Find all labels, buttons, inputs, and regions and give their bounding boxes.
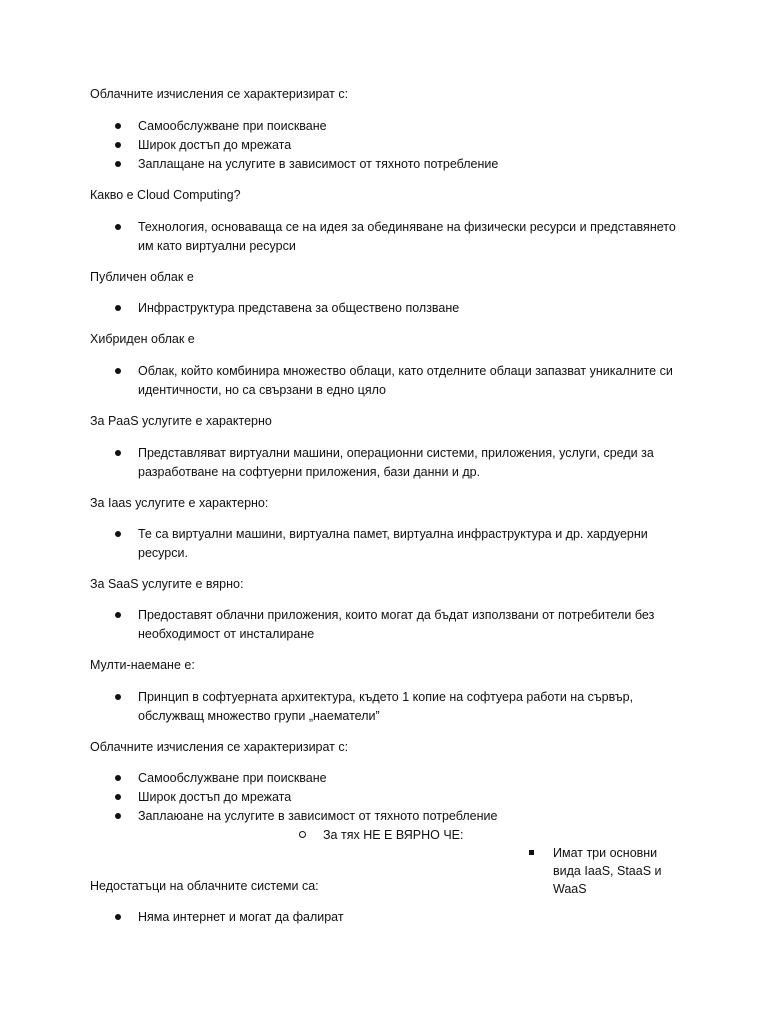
section-heading: За PaaS услугите е характерно bbox=[90, 414, 272, 428]
bullet-list bbox=[0, 299, 768, 318]
list-item: Принцип в софтуерната архитектура, където 1 копие на софтуера работи на сървър, обслужващ множество групи „наематели” bbox=[0, 688, 688, 726]
bullet-icon bbox=[115, 142, 121, 148]
list-item: Няма интернет и могат да фалират bbox=[0, 908, 688, 927]
bullet-list bbox=[0, 688, 768, 726]
list-item: Широк достъп до мрежата bbox=[0, 788, 688, 807]
bullet-list bbox=[0, 444, 768, 482]
section-heading: За SaaS услугите е вярно: bbox=[90, 577, 244, 591]
bullet-icon bbox=[115, 813, 121, 819]
list-item: Предоставят облачни приложения, които могат да бъдат използвани от потребители без необходимост от инсталиране bbox=[0, 606, 688, 644]
list-item: Заплаюане на услугите в зависимост от тяхното потребление За тях НЕ Е ВЯРНО ЧЕ: Имат три основни вида IaaS, StaaS и WaaS bbox=[0, 807, 688, 898]
bullet-icon bbox=[115, 531, 121, 537]
section-heading: Облачните изчисления се характеризират с: bbox=[90, 740, 349, 754]
list-item: Технология, основаваща се на идея за обединяване на физически ресурси и представянето им като виртуални ресурси bbox=[0, 218, 688, 256]
list-item: Широк достъп до мрежата bbox=[0, 136, 688, 155]
bullet-icon bbox=[115, 612, 121, 618]
bullet-icon bbox=[115, 775, 121, 781]
section-heading: За Iaas услугите е характерно: bbox=[90, 496, 269, 510]
bullet-icon bbox=[115, 694, 121, 700]
bullet-icon bbox=[115, 161, 121, 167]
list-item: Самообслужване при поискване bbox=[0, 117, 688, 136]
bullet-icon bbox=[115, 305, 121, 311]
section-heading: Облачните изчисления се характеризират с: bbox=[90, 87, 349, 101]
bullet-list bbox=[0, 525, 768, 563]
sub-list-item: За тях НЕ Е ВЯРНО ЧЕ: Имат три основни вида IaaS, StaaS и WaaS bbox=[138, 826, 688, 898]
square-bullet-icon bbox=[529, 850, 534, 855]
bullet-icon bbox=[115, 914, 121, 920]
bullet-list bbox=[0, 908, 768, 927]
bullet-list bbox=[0, 606, 768, 644]
list-item: Самообслужване при поискване bbox=[0, 769, 688, 788]
list-item: Облак, който комбинира множество облаци, като отделните облаци запазват уникалните си идентичности, но са свързани в едно цяло bbox=[0, 362, 688, 400]
bullet-list bbox=[0, 362, 768, 400]
list-item: Инфраструктура представена за обществено ползване bbox=[0, 299, 688, 318]
bullet-icon bbox=[115, 368, 121, 374]
list-item: Те са виртуални машини, виртуална памет, виртуална инфраструктура и др. хардуерни ресурси. bbox=[0, 525, 688, 563]
bullet-icon bbox=[115, 123, 121, 129]
bullet-list bbox=[0, 117, 768, 174]
subsub-list bbox=[323, 844, 688, 898]
circle-bullet-icon bbox=[299, 831, 306, 838]
section-heading: Какво е Cloud Computing? bbox=[90, 188, 241, 202]
list-item: Представляват виртуални машини, операционни системи, приложения, услуги, среди за разработване на софтуерни приложения, бази данни и др. bbox=[0, 444, 688, 482]
subsub-list-item: Имат три основни вида IaaS, StaaS и WaaS bbox=[323, 844, 688, 898]
section-heading: Недостатъци на облачните системи са: bbox=[90, 879, 319, 893]
bullet-list bbox=[0, 218, 768, 256]
section-heading: Публичен облак е bbox=[90, 270, 194, 284]
list-item: Заплащане на услугите в зависимост от тяхното потребление bbox=[0, 155, 688, 174]
section-heading: Хибриден облак е bbox=[90, 332, 195, 346]
section-heading: Мулти-наемане е: bbox=[90, 658, 195, 672]
bullet-icon bbox=[115, 224, 121, 230]
bullet-icon bbox=[115, 794, 121, 800]
bullet-icon bbox=[115, 450, 121, 456]
